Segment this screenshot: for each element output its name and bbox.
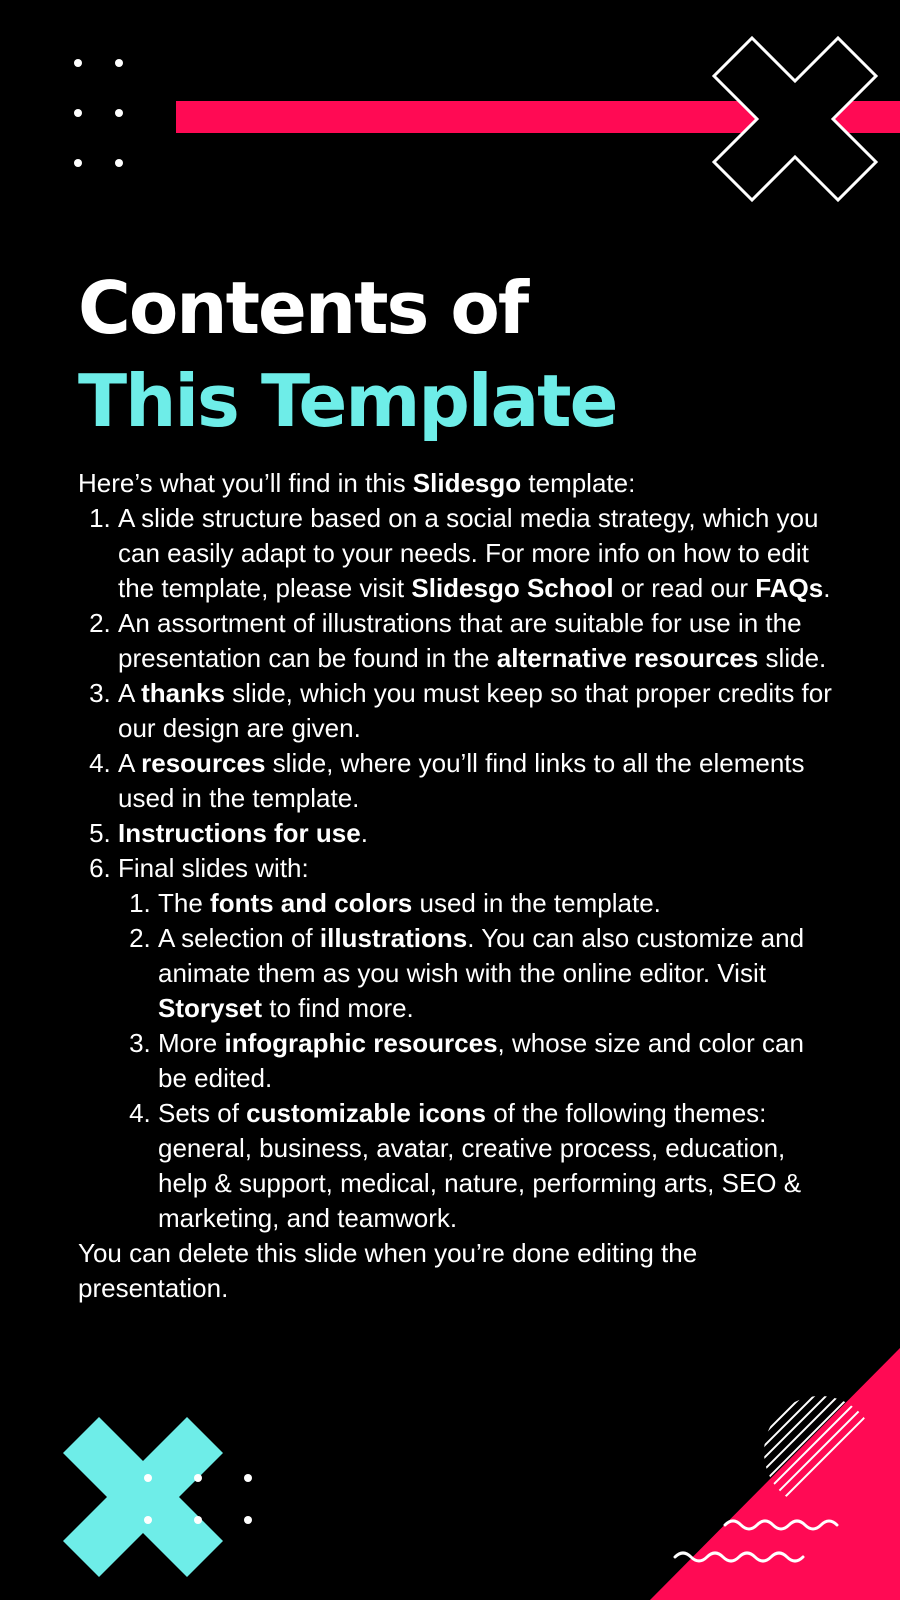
intro-text: Here’s what you’ll find in this Slidesgo template: bbox=[78, 468, 636, 498]
list-item: 6. Final slides with: 1. The fonts and colors used in the template. 2. A selection of illustrations. You can also customize and animate them as you wish with the online editor. Visit Storyset to find more. 3. More infographic resources, whose size and color can be edited. 4. Sets of customizable icons of the following themes: general, business, avatar, creative process, education, help & support, medical, nature, performing arts, SEO & marketing, and teamwork. bbox=[118, 851, 838, 1236]
contents-body bbox=[78, 466, 838, 1306]
contents-list bbox=[78, 501, 838, 1236]
list-item: 3. A thanks slide, which you must keep so that proper credits for our design are given. bbox=[118, 676, 838, 746]
dot-grid-bottom bbox=[140, 1470, 255, 1530]
sub-list-item: 4. Sets of customizable icons of the following themes: general, business, avatar, creative process, education, help & support, medical, nature, performing arts, SEO & marketing, and teamwork. bbox=[158, 1096, 838, 1236]
sub-list-item: 1. The fonts and colors used in the template. bbox=[158, 886, 838, 921]
sub-list-item: 3. More infographic resources, whose size and color can be edited. bbox=[158, 1026, 838, 1096]
list-item: 5. Instructions for use. bbox=[118, 816, 838, 851]
title-line-1: Contents of bbox=[78, 266, 528, 350]
list-item: 4. A resources slide, where you’ll find links to all the elements used in the template. bbox=[118, 746, 838, 816]
outro-text: You can delete this slide when you’re done editing the presentation. bbox=[78, 1238, 698, 1303]
title-line-2: This Template bbox=[78, 359, 617, 443]
wave-lines-icon bbox=[670, 1515, 870, 1575]
dot-grid-top-left bbox=[70, 55, 130, 170]
sub-list bbox=[118, 886, 838, 1236]
x-outline-icon bbox=[712, 36, 878, 202]
list-item: 2. An assortment of illustrations that are suitable for use in the presentation can be found in the alternative resources slide. bbox=[118, 606, 838, 676]
sub-list-item: 2. A selection of illustrations. You can also customize and animate them as you wish with the online editor. Visit Storyset to find more. bbox=[158, 921, 838, 1026]
striped-circle-icon bbox=[760, 1392, 880, 1512]
page-title bbox=[78, 262, 616, 448]
list-item: 1. A slide structure based on a social media strategy, which you can easily adapt to your needs. For more info on how to edit the template, please visit Slidesgo School or read our FAQs. bbox=[118, 501, 838, 606]
